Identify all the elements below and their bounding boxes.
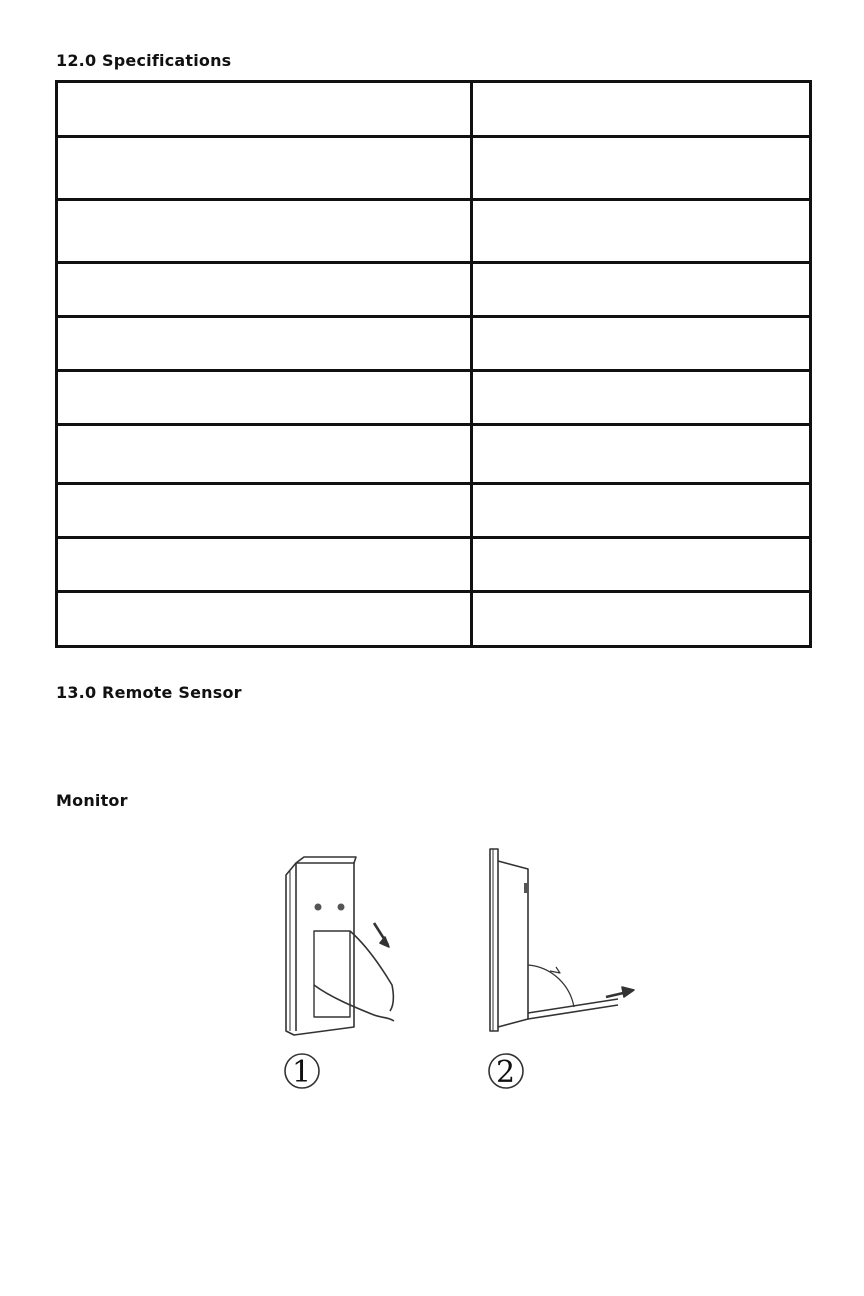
spec-label (57, 538, 472, 592)
monitor-setup-figures (270, 835, 650, 1110)
table-row (57, 538, 811, 592)
table-row (57, 317, 811, 371)
figure-label-1: 1 (292, 1055, 312, 1090)
table-row (57, 484, 811, 538)
table-row (57, 425, 811, 484)
figure-label-2: 2 (496, 1055, 516, 1090)
monitor-stand-illustration (490, 849, 634, 1031)
specifications-table (55, 80, 812, 648)
spec-label (57, 317, 472, 371)
spec-label (57, 592, 472, 647)
spec-label (57, 484, 472, 538)
spec-label (57, 263, 472, 317)
spec-value (472, 137, 811, 200)
spec-value (472, 538, 811, 592)
spec-label (57, 425, 472, 484)
section-heading-remote-sensor: 13.0 Remote Sensor (56, 683, 242, 702)
spec-value (472, 82, 811, 137)
table-row (57, 200, 811, 263)
section-heading-specifications: 12.0 Specifications (56, 51, 232, 70)
table-row (57, 263, 811, 317)
spec-label (57, 200, 472, 263)
spec-value (472, 371, 811, 425)
table-row (57, 137, 811, 200)
monitor-setup-illustration (270, 835, 650, 1110)
table-row (57, 82, 811, 137)
spec-value (472, 317, 811, 371)
spec-value (472, 484, 811, 538)
monitor-wall-mount-illustration (286, 857, 394, 1035)
spec-value (472, 425, 811, 484)
spec-label (57, 137, 472, 200)
table-row (57, 592, 811, 647)
spec-value (472, 592, 811, 647)
spec-label (57, 371, 472, 425)
subheading-monitor: Monitor (56, 791, 128, 810)
spec-value (472, 263, 811, 317)
spec-label (57, 82, 472, 137)
spec-value (472, 200, 811, 263)
table-row (57, 371, 811, 425)
